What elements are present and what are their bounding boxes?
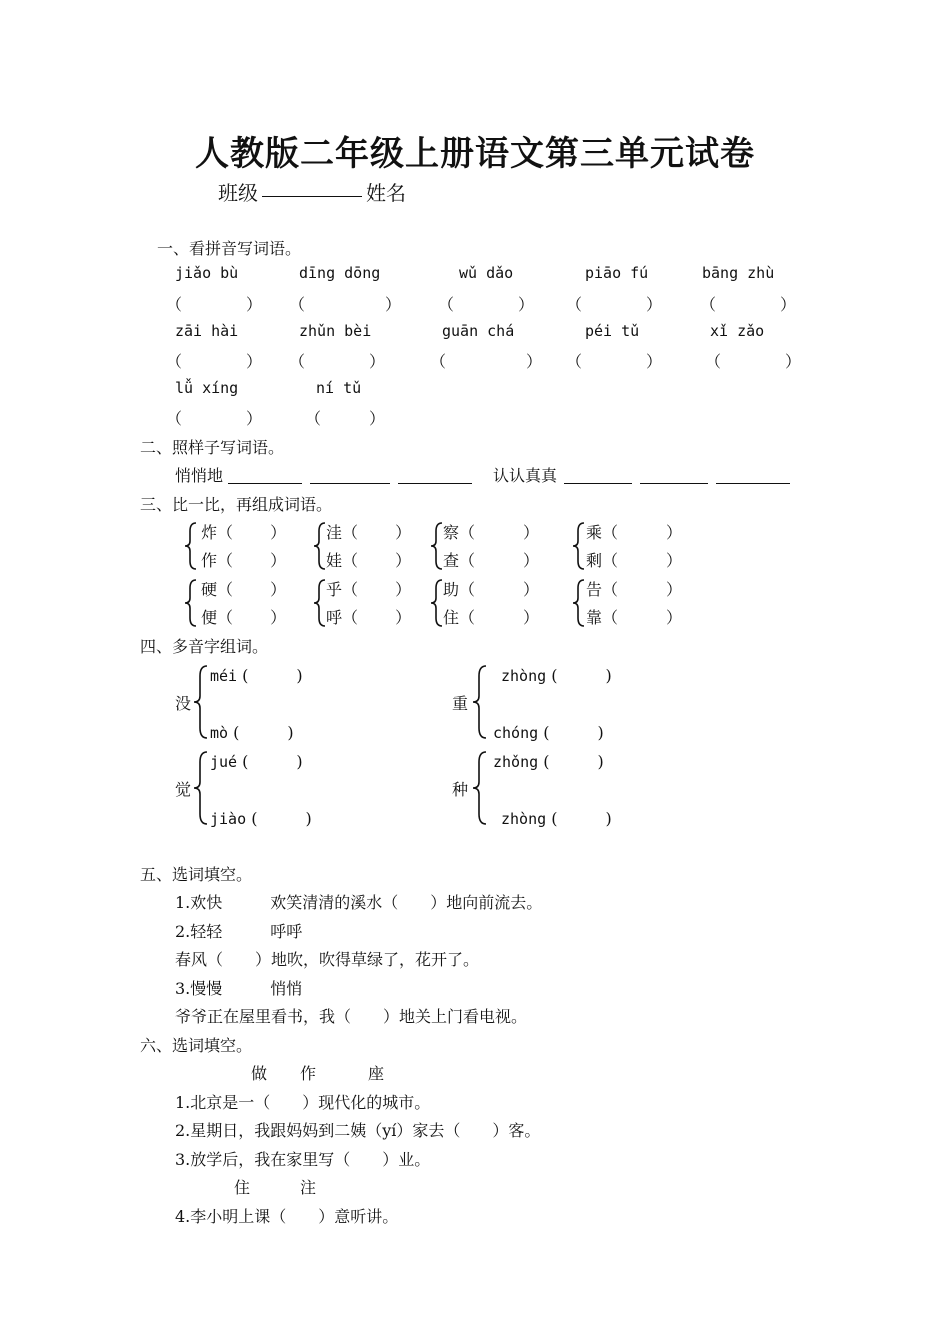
reading: chóng	[493, 724, 539, 742]
answer-box[interactable]: （ ）	[602, 580, 683, 599]
answer-box[interactable]: （ ）	[700, 295, 797, 314]
answer-box[interactable]: ( )	[228, 723, 294, 742]
brace-icon	[184, 521, 198, 571]
word-choices: 3.慢慢 悄悄	[175, 979, 303, 998]
answer-box[interactable]: （ ）	[430, 352, 543, 371]
fill-blank[interactable]	[398, 483, 472, 484]
compare-char: 炸	[201, 523, 218, 542]
answer-box[interactable]: ( )	[546, 809, 612, 828]
compare-char: 察	[443, 523, 460, 542]
answer-box[interactable]: （ ）	[705, 352, 802, 371]
answer-box[interactable]: ( )	[237, 666, 303, 685]
answer-box[interactable]: （ ）	[166, 409, 263, 428]
pinyin-12: ní tǔ	[316, 379, 362, 397]
answer-box[interactable]: （ ）	[438, 295, 535, 314]
pinyin-6: zāi hài	[175, 322, 239, 340]
answer-box[interactable]: （ ）	[459, 608, 540, 627]
reading: zhòng	[501, 810, 547, 828]
answer-box[interactable]: （ ）	[289, 352, 386, 371]
class-blank[interactable]	[262, 196, 362, 197]
pinyin-8: guān chá	[442, 322, 515, 340]
reading: zhòng	[501, 667, 547, 685]
fill-blank[interactable]	[310, 483, 390, 484]
answer-box[interactable]: （ ）	[217, 523, 287, 542]
compare-char: 娃	[326, 551, 343, 570]
answer-box[interactable]: （ ）	[166, 295, 263, 314]
answer-box[interactable]: ( )	[246, 809, 312, 828]
answer-box[interactable]: （ ）	[342, 580, 412, 599]
fill-blank[interactable]	[228, 483, 302, 484]
pinyin-11: lǚ xíng	[175, 379, 239, 397]
choice-word: 做	[251, 1064, 268, 1083]
pinyin-7: zhǔn bèi	[299, 322, 372, 340]
question-line: 爷爷正在屋里看书，我（ ）地关上门看电视。	[175, 1007, 528, 1026]
answer-box[interactable]: （ ）	[602, 551, 683, 570]
answer-box[interactable]: （ ）	[342, 608, 412, 627]
section-5-heading: 五、选词填空。	[140, 865, 253, 884]
compare-char: 剩	[586, 551, 603, 570]
answer-box[interactable]: （ ）	[459, 580, 540, 599]
pinyin-5: bāng zhù	[702, 264, 775, 282]
reading: mò	[210, 724, 229, 742]
compare-char: 硬	[201, 580, 218, 599]
brace-icon	[193, 664, 209, 740]
section-2-heading: 二、照样子写词语。	[140, 438, 285, 457]
brace-icon	[313, 578, 327, 628]
reading: méi	[210, 667, 238, 685]
polyphone-char: 觉	[175, 780, 192, 799]
brace-icon	[572, 521, 586, 571]
answer-box[interactable]: ( )	[538, 752, 604, 771]
pinyin-4: piāo fú	[585, 264, 649, 282]
brace-icon	[193, 750, 209, 826]
brace-icon	[472, 750, 488, 826]
word-choices: 2.轻轻 呼呼	[175, 922, 303, 941]
question-line: 1.北京是一（ ）现代化的城市。	[175, 1093, 431, 1112]
answer-box[interactable]: （ ）	[566, 295, 663, 314]
answer-box[interactable]: （ ）	[166, 352, 263, 371]
answer-box[interactable]: （ ）	[459, 523, 540, 542]
fill-blank[interactable]	[716, 483, 790, 484]
example-word-2: 认认真真	[493, 466, 558, 485]
question-line: 春风（ ）地吹，吹得草绿了，花开了。	[175, 950, 480, 969]
compare-char: 乎	[326, 580, 343, 599]
brace-icon	[313, 521, 327, 571]
pinyin-3: wǔ dǎo	[459, 264, 514, 282]
polyphone-char: 种	[452, 780, 469, 799]
compare-char: 乘	[586, 523, 603, 542]
answer-box[interactable]: ( )	[546, 666, 612, 685]
compare-char: 靠	[586, 608, 603, 627]
fill-blank[interactable]	[640, 483, 708, 484]
answer-box[interactable]: （ ）	[342, 523, 412, 542]
answer-box[interactable]: （ ）	[217, 551, 287, 570]
polyphone-char: 没	[175, 694, 192, 713]
reading: jué	[210, 753, 238, 771]
compare-char: 便	[201, 608, 218, 627]
question-line: 3.放学后，我在家里写（ ）业。	[175, 1150, 431, 1169]
polyphone-char: 重	[452, 694, 469, 713]
compare-char: 查	[443, 551, 460, 570]
choice-word: 作	[300, 1064, 317, 1083]
answer-box[interactable]: （ ）	[459, 551, 540, 570]
page-title: 人教版二年级上册语文第三单元试卷	[195, 134, 755, 174]
pinyin-10: xǐ zǎo	[710, 322, 765, 340]
brace-icon	[184, 578, 198, 628]
question-line: 2.星期日，我跟妈妈到二姨（yí）家去（ ）客。	[175, 1121, 541, 1140]
section-3-heading: 三、比一比，再组成词语。	[140, 495, 333, 514]
brace-icon	[430, 521, 444, 571]
answer-box[interactable]: ( )	[237, 752, 303, 771]
pinyin-9: péi tǔ	[585, 322, 640, 340]
answer-box[interactable]: （ ）	[602, 523, 683, 542]
brace-icon	[572, 578, 586, 628]
name-label: 姓名	[366, 181, 406, 205]
reading: zhǒng	[493, 753, 539, 771]
choice-word: 座	[368, 1064, 385, 1083]
answer-box[interactable]: （ ）	[217, 580, 287, 599]
reading: jiào	[210, 810, 247, 828]
compare-char: 助	[443, 580, 460, 599]
answer-box[interactable]: （ ）	[289, 295, 402, 314]
section-6-heading: 六、选词填空。	[140, 1036, 253, 1055]
question-line: 1.欢快 欢笑清清的溪水（ ）地向前流去。	[175, 893, 543, 912]
pinyin-1: jiǎo bù	[175, 264, 239, 282]
answer-box[interactable]: （ ）	[342, 551, 412, 570]
compare-char: 洼	[326, 523, 343, 542]
compare-char: 住	[443, 608, 460, 627]
answer-box[interactable]: （ ）	[602, 608, 683, 627]
pinyin-2: dīng dōng	[299, 264, 381, 282]
answer-box[interactable]: （ ）	[305, 409, 386, 428]
fill-blank[interactable]	[564, 483, 632, 484]
answer-box[interactable]: （ ）	[566, 352, 663, 371]
question-line: 4.李小明上课（ ）意听讲。	[175, 1207, 399, 1226]
choice-word: 住	[234, 1178, 251, 1197]
answer-box[interactable]: （ ）	[217, 608, 287, 627]
compare-char: 作	[201, 551, 218, 570]
section-1-heading: 一、看拼音写词语。	[157, 239, 302, 258]
section-4-heading: 四、多音字组词。	[140, 637, 269, 656]
choice-word: 注	[300, 1178, 317, 1197]
example-word-1: 悄悄地	[175, 466, 224, 485]
compare-char: 呼	[326, 608, 343, 627]
brace-icon	[430, 578, 444, 628]
compare-char: 告	[586, 580, 603, 599]
class-label: 班级	[218, 181, 258, 205]
answer-box[interactable]: ( )	[538, 723, 604, 742]
brace-icon	[472, 664, 488, 740]
